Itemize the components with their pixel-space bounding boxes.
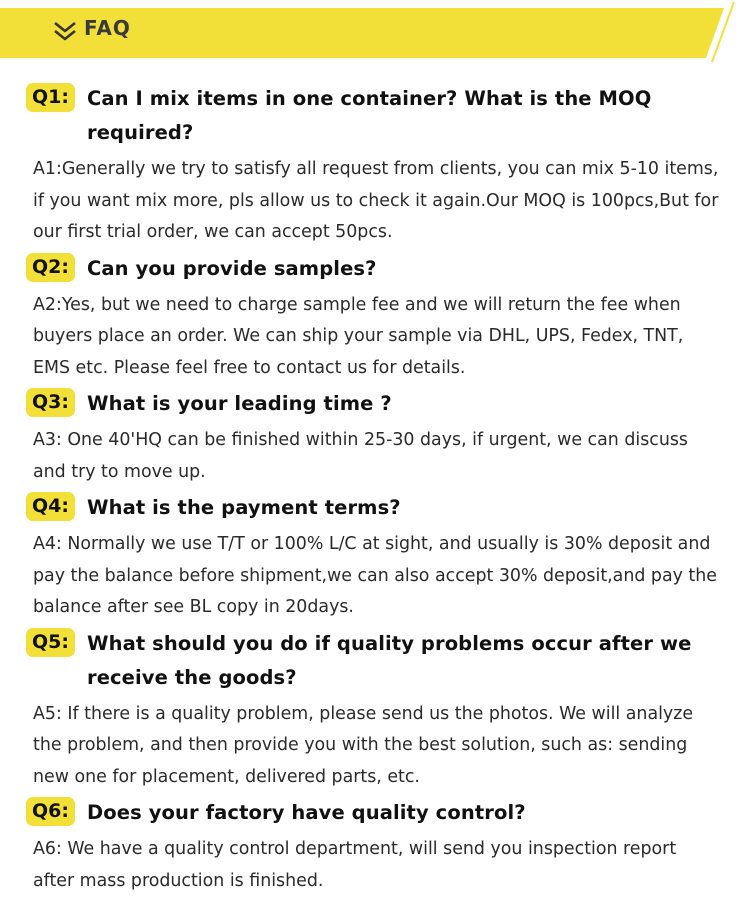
faq-item bbox=[26, 627, 726, 794]
answer-text: A3: One 40'HQ can be finished within 25-30 days, if urgent, we can discuss and try to move up. bbox=[33, 430, 688, 482]
faq-item bbox=[26, 387, 726, 488]
faq-item bbox=[26, 491, 726, 624]
faq-list bbox=[26, 82, 726, 900]
question-row bbox=[26, 627, 726, 695]
question-row bbox=[26, 387, 726, 421]
faq-item bbox=[26, 796, 726, 897]
question-badge: Q3: bbox=[26, 388, 75, 417]
question-row bbox=[26, 82, 726, 150]
faq-item bbox=[26, 82, 726, 249]
question-badge: Q2: bbox=[26, 253, 75, 282]
faq-item bbox=[26, 252, 726, 385]
answer-text: A5: If there is a quality problem, please send us the photos. We will analyze the problem, and then provide you with the best solution, such as: sending new one for placement, delivered parts, etc. bbox=[33, 703, 694, 787]
answer-text: A6: We have a quality control department, will send you inspection report after mass production is finished. bbox=[33, 839, 677, 891]
page-title: FAQ bbox=[84, 16, 131, 40]
question-text: Does your factory have quality control? bbox=[86, 801, 526, 824]
answer-text: A2:Yes, but we need to charge sample fee and we will return the fee when buyers place an order. We can ship your sample via DHL, UPS, Fedex, TNT, EMS etc. Please feel free to contact us for details. bbox=[33, 294, 684, 378]
question-row bbox=[26, 252, 726, 286]
question-text: What should you do if quality problems occur after we receive the goods? bbox=[86, 631, 692, 689]
question-row bbox=[26, 491, 726, 525]
double-chevron-down-icon bbox=[52, 18, 78, 44]
answer-text: A1:Generally we try to satisfy all request from clients, you can mix 5-10 items, if you want mix more, pls allow us to check it again.Our MOQ is 100pcs,But for our first trial order, we can accept 50pcs. bbox=[33, 159, 719, 242]
question-row bbox=[26, 796, 726, 830]
faq-header-banner bbox=[0, 0, 750, 66]
question-badge: Q5: bbox=[26, 628, 75, 657]
question-text: What is the payment terms? bbox=[86, 496, 401, 519]
question-text: Can you provide samples? bbox=[86, 256, 377, 280]
question-badge: Q1: bbox=[26, 83, 75, 112]
answer-text: A4: Normally we use T/T or 100% L/C at sight, and usually is 30% deposit and pay the balance before shipment,we can also accept 30% deposit,and pay the balance after see BL copy in 20days. bbox=[33, 534, 717, 617]
question-text: What is your leading time ? bbox=[86, 392, 392, 415]
question-badge: Q6: bbox=[26, 797, 75, 826]
question-badge: Q4: bbox=[26, 492, 75, 521]
question-text: Can I mix items in one container? What is the MOQ required? bbox=[86, 87, 652, 144]
